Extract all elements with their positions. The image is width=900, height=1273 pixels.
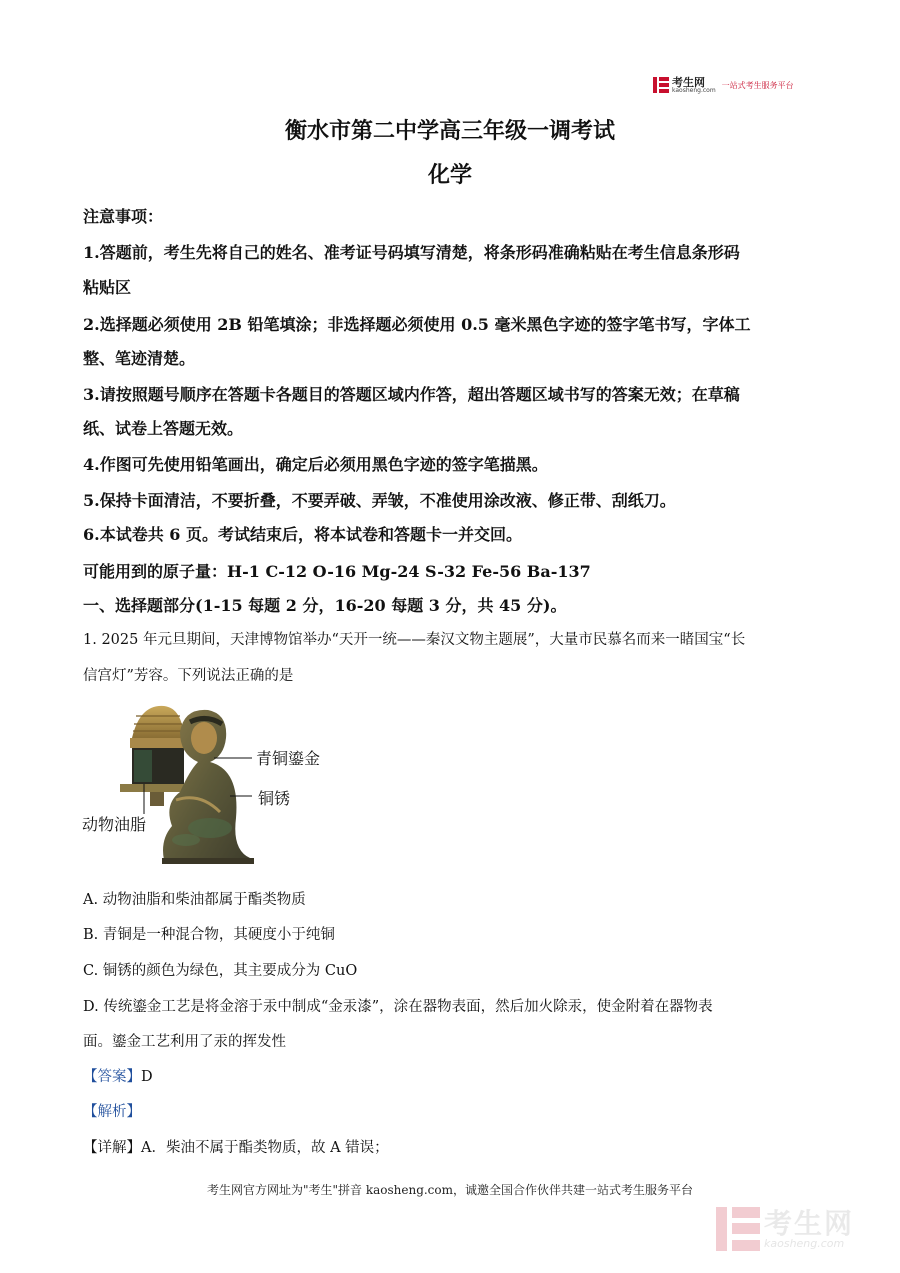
option-d-cont: 面。鎏金工艺利用了汞的挥发性: [83, 1034, 286, 1050]
notice-line: 6.本试卷共 6 页。考试结束后，将本试卷和答题卡一并交回。: [83, 525, 522, 544]
notice-line: 4.作图可先使用铅笔画出，确定后必须用黑色字迹的签字笔描黑。: [83, 455, 548, 474]
label-animal-fat: 动物油脂: [82, 815, 147, 834]
question-stem: 1. 2025 年元旦期间，天津博物馆举办“天开一统——秦汉文物主题展”，大量市民慕名而来一睹国宝“长: [83, 632, 746, 648]
notice-line: 2.选择题必须使用 2B 铅笔填涂；非选择题必须使用 0.5 毫米黑色字迹的签字笔书写，字体工: [83, 315, 751, 334]
notice-line: 纸、试卷上答题无效。: [83, 419, 244, 438]
option-a: A. 动物油脂和柴油都属于酯类物质: [83, 892, 306, 908]
answer-label: 【答案】: [83, 1069, 141, 1085]
kaosheng-logo-icon: [653, 77, 669, 93]
answer-row: [83, 1065, 823, 1086]
analysis-label: 【解析】: [83, 1104, 141, 1120]
header-logo: [653, 74, 794, 96]
lamp-illustration: [80, 700, 340, 865]
detail-label: 【详解】: [83, 1140, 141, 1156]
section-title: 一、选择题部分(1-15 每题 2 分，16-20 每题 3 分，共 45 分)。: [83, 596, 567, 615]
detail-row: [83, 1136, 823, 1157]
answer-value: D: [141, 1069, 153, 1085]
exam-title: 衡水市第二中学高三年级一调考试: [284, 118, 615, 144]
option-c: C. 铜锈的颜色为绿色，其主要成分为 CuO: [83, 963, 358, 979]
detail-text: A．柴油不属于酯类物质，故 A 错误；: [141, 1140, 389, 1156]
notice-line: 1.答题前，考生先将自己的姓名、准考证号码填写清楚，将条形码准确粘贴在考生信息条形码: [83, 243, 740, 262]
watermark-url: kaosheng.com: [764, 1236, 845, 1250]
logo-name: 考生网: [672, 75, 705, 89]
changxin-lamp-figure: [80, 700, 340, 865]
notice-heading: 注意事项：: [83, 207, 164, 226]
page-footer: 考生网官方网址为"考生"拼音 kaosheng.com，诚邀全国合作伙伴共建一站式考生服务平台: [206, 1183, 694, 1197]
label-copper-rust: 铜锈: [258, 789, 291, 808]
option-d: D. 传统鎏金工艺是将金溶于汞中制成“金汞漆”，涂在器物表面，然后加火除汞，使金附着在器物表: [83, 999, 713, 1015]
question-stem: 信宫灯”芳容。下列说法正确的是: [83, 668, 294, 684]
watermark-logo-icon: [716, 1207, 760, 1251]
notice-line: 3.请按照题号顺序在答题卡各题目的答题区域内作答，超出答题区域书写的答案无效；在草稿: [83, 385, 740, 404]
notice-line: 整、笔迹清楚。: [83, 349, 196, 368]
logo-slogan: 一站式考生服务平台: [721, 80, 794, 90]
option-b: B. 青铜是一种混合物，其硬度小于纯铜: [83, 927, 335, 943]
watermark-name: 考生网: [764, 1206, 855, 1240]
notice-line: 5.保持卡面清洁，不要折叠，不要弄破、弄皱，不准使用涂改液、修正带、刮纸刀。: [83, 491, 676, 510]
logo-url: kaosheng.com: [672, 86, 716, 94]
watermark: [716, 1207, 854, 1251]
subject-title: 化学: [427, 162, 472, 188]
atomic-masses: 可能用到的原子量：H-1 C-12 O-16 Mg-24 S-32 Fe-56 Ba-137: [83, 562, 591, 581]
notice-line: 粘贴区: [83, 278, 132, 297]
label-gilt-bronze: 青铜鎏金: [256, 749, 321, 768]
